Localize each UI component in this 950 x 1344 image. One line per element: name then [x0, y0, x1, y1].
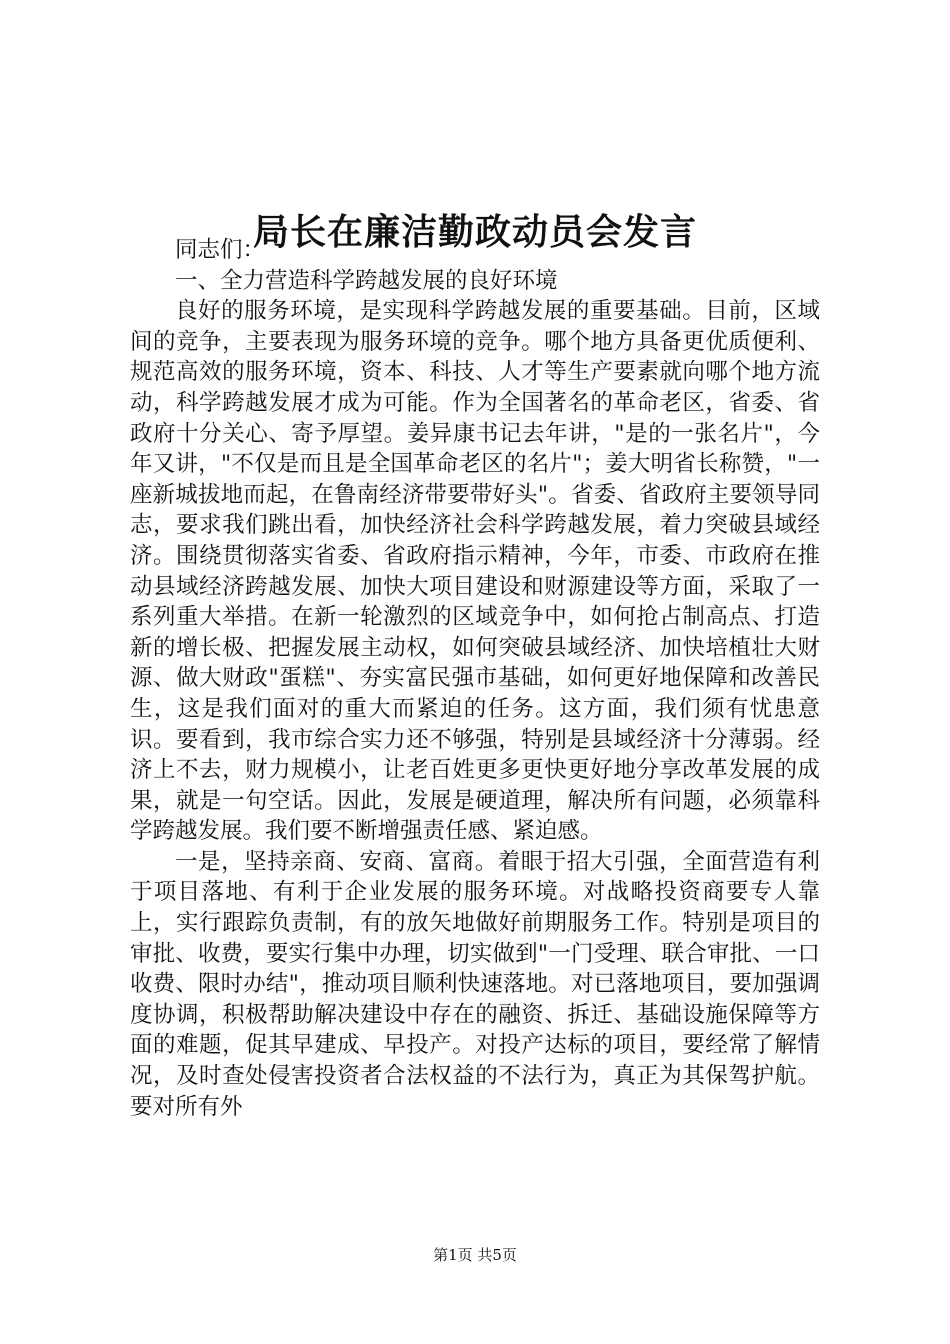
paragraph: 良好的服务环境，是实现科学跨越发展的重要基础。目前，区域间的竞争，主要表现为服务环境的竞争。哪个地方具备更优质便利、规范高效的服务环境，资本、科技、人才等生产要素就向哪个地方流动，科学跨越发展才成为可能。作为全国著名的革命老区，省委、省政府十分关心、寄予厚望。姜异康书记去年讲，"是的一张名片"，今年又讲，"不仅是而且是全国革命老区的名片"；姜大明省长称赞，"一座新城拔地而起，在鲁南经济带要带好头"。省委、省政府主要领导同志，要求我们跳出看，加快经济社会科学跨越发展，着力突破县域经济。围绕贯彻落实省委、省政府指示精神，今年，市委、市政府在推动县域经济跨越发展、加快大项目建设和财源建设等方面，采取了一系列重大举措。在新一轮激烈的区域竞争中，如何抢占制高点、打造新的增长极、把握发展主动权，如何突破县域经济、加快培植壮大财源、做大财政"蛋糕"、夯实富民强市基础，如何更好地保障和改善民生，这是我们面对的重大而紧迫的任务。这方面，我们须有忧患意识。要看到，我市综合实力还不够强，特别是县域经济十分薄弱。经济上不去，财力规模小，让老百姓更多更快更好地分享改革发展的成果，就是一句空话。因此，发展是硬道理，解决所有问题，必须靠科学跨越发展。我们要不断增强责任感、紧迫感。: [130, 298, 820, 845]
document-title: 局长在廉洁勤政动员会发言: [252, 211, 697, 254]
section-heading: 一、全力营造科学跨越发展的良好环境: [175, 267, 558, 294]
page-footer: 第1页 共5页: [433, 1246, 517, 1264]
paragraph: 一是，坚持亲商、安商、富商。着眼于招大引强，全面营造有利于项目落地、有利于企业发展的服务环境。对战略投资商要专人靠上，实行跟踪负责制，有的放矢地做好前期服务工作。特别是项目的审批、收费，要实行集中办理，切实做到"一门受理、联合审批、一口收费、限时办结"，推动项目顺利快速落地。对已落地项目，要加强调度协调，积极帮助解决建设中存在的融资、拆迁、基础设施保障等方面的难题，促其早建成、早投产。对投产达标的项目，要经常了解情况，及时查处侵害投资者合法权益的不法行为，真正为其保驾护航。要对所有外: [130, 848, 820, 1120]
document-body: [130, 235, 820, 1122]
salutation: 同志们：: [175, 237, 266, 263]
